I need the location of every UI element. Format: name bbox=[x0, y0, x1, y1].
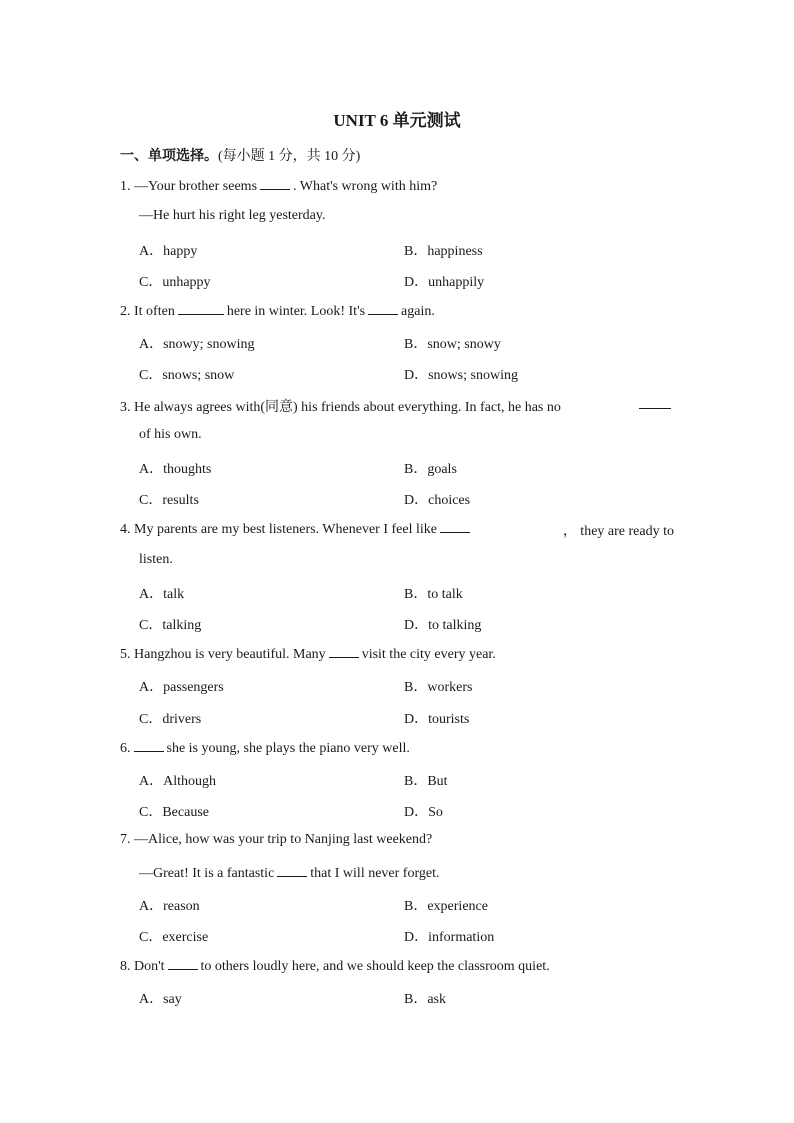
answer-blank bbox=[329, 645, 359, 658]
chinese-gloss: 同意 bbox=[265, 400, 294, 415]
question-1-line2: —He hurt his right leg yesterday. bbox=[139, 208, 326, 223]
answer-blank bbox=[277, 864, 307, 877]
option-c: C．talking bbox=[139, 618, 202, 633]
question-number: 2. bbox=[120, 304, 131, 319]
answer-blank bbox=[134, 739, 164, 752]
option-d: D．to talking bbox=[404, 618, 482, 633]
question-number: 5. bbox=[120, 647, 131, 662]
option-a: A．say bbox=[139, 992, 182, 1007]
option-a: A．passengers bbox=[139, 680, 224, 695]
question-4-text-wrap bbox=[120, 520, 473, 540]
option-b: B．ask bbox=[404, 992, 446, 1007]
question-3-stem bbox=[120, 396, 674, 416]
option-d: D．information bbox=[404, 930, 495, 945]
option-d: D．tourists bbox=[404, 712, 470, 727]
question-text: Don't bbox=[134, 959, 165, 974]
option-a: A．reason bbox=[139, 899, 200, 914]
option-b: B．But bbox=[404, 774, 448, 789]
question-text: ， they are ready to bbox=[562, 524, 674, 539]
option-c: C．drivers bbox=[139, 712, 202, 727]
option-d: D．choices bbox=[404, 493, 471, 508]
option-c: C．unhappy bbox=[139, 275, 211, 290]
question-text: My parents are my best listeners. Whenever I feel like bbox=[134, 522, 437, 537]
option-a: A．snowy; snowing bbox=[139, 337, 255, 352]
section-heading bbox=[120, 145, 360, 165]
question-6-stem bbox=[120, 739, 410, 757]
option-a: A．thoughts bbox=[139, 462, 212, 477]
option-d: D．unhappily bbox=[404, 275, 485, 290]
option-b: B．goals bbox=[404, 462, 457, 477]
question-number: 7. bbox=[120, 832, 131, 847]
question-text: again. bbox=[401, 304, 435, 319]
question-text: —Your brother seems bbox=[134, 179, 258, 194]
page-title: UNIT 6 单元测试 bbox=[333, 111, 461, 130]
question-number: 6. bbox=[120, 741, 131, 756]
question-3-text-wrap bbox=[120, 396, 561, 416]
question-3-line2: of his own. bbox=[139, 427, 202, 442]
question-text: —Great! It is a fantastic bbox=[139, 866, 275, 881]
question-number: 3. bbox=[120, 400, 131, 415]
question-number: 1. bbox=[120, 179, 131, 194]
question-7-line2 bbox=[139, 864, 439, 882]
question-number: 8. bbox=[120, 959, 131, 974]
question-text: that I will never forget. bbox=[310, 866, 440, 881]
answer-blank bbox=[368, 302, 398, 315]
option-a: A．happy bbox=[139, 244, 198, 259]
question-text: ) his friends about everything. In fact, he has no bbox=[293, 400, 561, 415]
question-1-stem bbox=[120, 177, 437, 195]
question-7-stem bbox=[120, 832, 432, 848]
question-text: He always agrees with( bbox=[134, 400, 266, 415]
question-5-stem bbox=[120, 645, 496, 663]
option-b: B．snow; snowy bbox=[404, 337, 501, 352]
question-4-line2: listen. bbox=[139, 552, 173, 567]
question-text: she is young, she plays the piano very well. bbox=[166, 741, 410, 756]
option-c: C．results bbox=[139, 493, 199, 508]
question-text: . What's wrong with him? bbox=[293, 179, 438, 194]
option-b: B．happiness bbox=[404, 244, 483, 259]
question-text: Hangzhou is very beautiful. Many bbox=[134, 647, 326, 662]
option-a: A．Although bbox=[139, 774, 216, 789]
option-b: B．experience bbox=[404, 899, 488, 914]
option-c: C．Because bbox=[139, 805, 209, 820]
question-8-stem bbox=[120, 957, 550, 975]
question-text: to others loudly here, and we should keep the classroom quiet. bbox=[200, 959, 550, 974]
answer-blank bbox=[639, 396, 671, 409]
option-b: B．workers bbox=[404, 680, 473, 695]
option-b: B．to talk bbox=[404, 587, 463, 602]
question-text: It often bbox=[134, 304, 175, 319]
option-a: A．talk bbox=[139, 587, 185, 602]
answer-blank bbox=[440, 520, 470, 533]
question-4-stem bbox=[120, 520, 674, 540]
section-title: 一、单项选择。 bbox=[120, 149, 218, 164]
section-note: (每小题 1 分，共 10 分) bbox=[218, 149, 361, 164]
question-2-stem bbox=[120, 302, 435, 320]
question-text: —Alice, how was your trip to Nanjing last weekend? bbox=[134, 832, 433, 847]
answer-blank bbox=[168, 957, 198, 970]
question-number: 4. bbox=[120, 522, 131, 537]
answer-blank bbox=[178, 302, 224, 315]
question-text: here in winter. Look! It's bbox=[226, 304, 366, 319]
answer-blank bbox=[260, 177, 290, 190]
option-d: D．So bbox=[404, 805, 443, 820]
option-c: C．exercise bbox=[139, 930, 209, 945]
question-text: visit the city every year. bbox=[361, 647, 496, 662]
option-c: C．snows; snow bbox=[139, 368, 235, 383]
option-d: D．snows; snowing bbox=[404, 368, 518, 383]
